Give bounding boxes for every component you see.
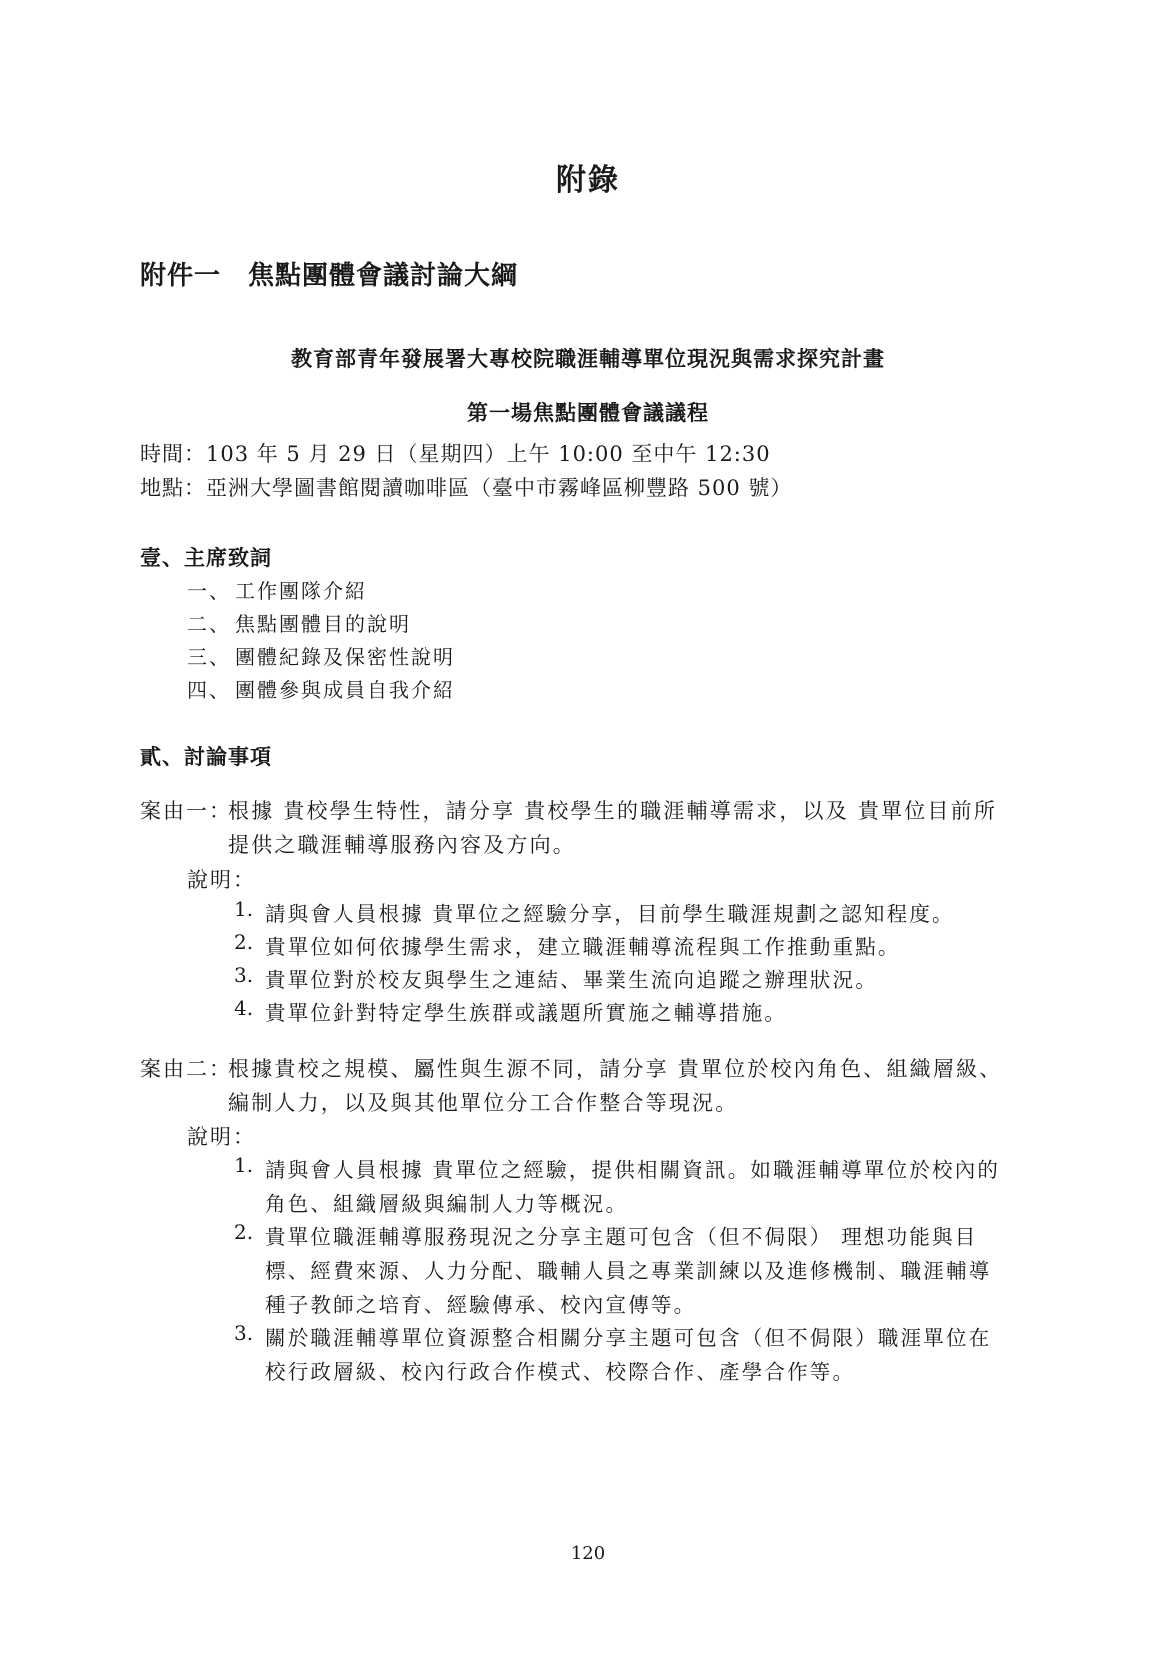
section1-item-num: 一、 [187,579,231,603]
section1-item-num: 四、 [187,678,231,702]
case1-description-line: 根據 貴校學生特性，請分享 貴校學生的職涯輔導需求，以及 貴單位目前所 [228,799,998,823]
case2-item-text: 校行政層級、校內行政合作模式、校際合作、產學合作等。 [265,1360,856,1384]
case2-item-text: 種子教師之培育、經驗傳承、校內宣傳等。 [265,1293,697,1317]
case1-item-text: 請與會人員根據 貴單位之經驗分享，目前學生職涯規劃之認知程度。 [265,902,955,926]
case1-item-num: 4. [234,996,254,1020]
case2-item-text: 角色、組織層級與編制人力等概況。 [265,1192,629,1216]
case2-item-num: 3. [234,1321,254,1345]
section1-item-text: 工作團隊介紹 [235,579,367,603]
case2-note-label: 說明： [187,1125,256,1149]
case1-note-label: 說明： [187,868,256,892]
meeting-place: 地點：亞洲大學圖書館閱讀咖啡區（臺中市霧峰區柳豐路 500 號） [140,476,793,500]
case1-item-text: 貴單位如何依據學生需求，建立職涯輔導流程與工作推動重點。 [265,935,901,959]
case1-item-text: 貴單位針對特定學生族群或議題所實施之輔導措施。 [265,1001,788,1025]
case1-item-num: 1. [234,897,254,921]
section1-title: 壹、主席致詞 [140,545,272,570]
case2-item-text: 標、經費來源、人力分配、職輔人員之專業訓練以及進修機制、職涯輔導 [265,1259,992,1283]
section1-item-num: 二、 [187,612,231,636]
case2-item-text: 關於職涯輔導單位資源整合相關分享主題可包含（但不侷限）職涯單位在 [265,1326,992,1350]
case2-item-num: 1. [234,1153,254,1177]
case2-description-line: 根據貴校之規模、屬性與生源不同，請分享 貴單位於校內角色、組織層級、 [228,1057,1003,1081]
agenda-title: 第一場焦點團體會議議程 [467,400,709,425]
section1-item-text: 焦點團體目的說明 [235,612,411,636]
page-number: 120 [570,1543,606,1564]
case2-description-line: 編制人力，以及與其他單位分工合作整合等現況。 [228,1091,739,1115]
plan-title: 教育部青年發展署大專校院職涯輔導單位現況與需求探究計畫 [291,346,885,371]
case1-item-num: 3. [234,963,254,987]
section1-item-num: 三、 [187,645,231,669]
section1-item-text: 團體參與成員自我介紹 [235,678,455,702]
meeting-time: 時間：103 年 5 月 29 日（星期四）上午 10:00 至中午 12:30 [140,442,771,466]
case1-item-text: 貴單位對於校友與學生之連結、畢業生流向追蹤之辦理狀況。 [265,968,878,992]
appendix-title: 附錄 [556,163,620,198]
case1-label: 案由一： [140,799,232,823]
case2-item-text: 貴單位職涯輔導服務現況之分享主題可包含（但不侷限） 理想功能與目 [265,1225,978,1249]
case2-item-text: 請與會人員根據 貴單位之經驗，提供相關資訊。如職涯輔導單位於校內的 [265,1158,1001,1182]
section2-title: 貳、討論事項 [140,744,272,769]
case2-label: 案由二： [140,1057,232,1081]
attachment-title: 附件一 焦點團體會議討論大綱 [140,261,519,291]
case2-item-num: 2. [234,1220,254,1244]
section1-item-text: 團體紀錄及保密性說明 [235,645,455,669]
case1-item-num: 2. [234,930,254,954]
case1-description-line: 提供之職涯輔導服務內容及方向。 [228,833,576,857]
